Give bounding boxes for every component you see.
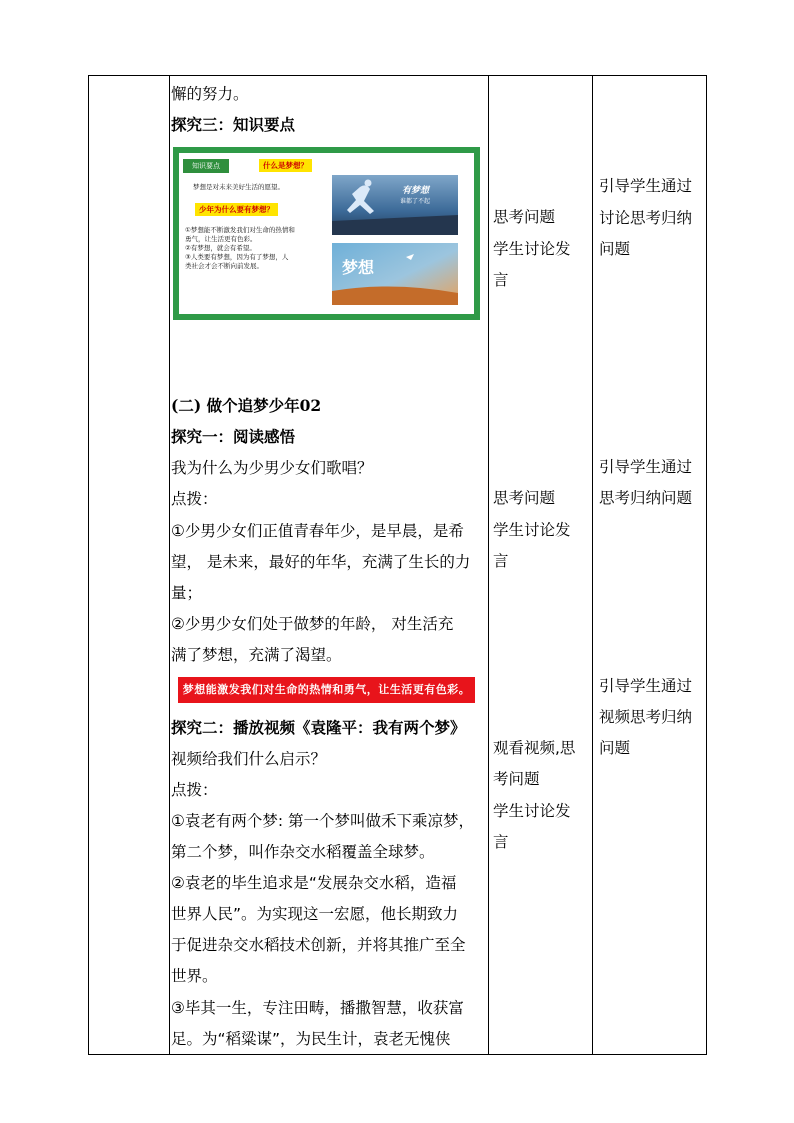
text-line: 第二个梦，叫作杂交水稻覆盖全球梦。 bbox=[171, 843, 435, 861]
knowledge-slide-image bbox=[173, 147, 480, 320]
column-divider bbox=[169, 76, 170, 1054]
text-line: 引导学生通过 bbox=[599, 458, 693, 476]
text-line: 视频思考归纳 bbox=[599, 708, 693, 726]
text-line: 学生讨论发 bbox=[493, 240, 571, 258]
text-line: 言 bbox=[493, 552, 509, 570]
runner-photo bbox=[332, 175, 458, 235]
text-line: 满了梦想，充满了渴望。 bbox=[171, 646, 342, 664]
slide-definition: 梦想是对未来美好生活的愿望。 bbox=[193, 183, 284, 191]
slide-point: ①梦想能不断激发我们对生命的热情和 bbox=[185, 226, 295, 234]
text-line: 引导学生通过 bbox=[599, 177, 693, 195]
text-line: ①袁老有两个梦: 第一个梦叫做禾下乘凉梦， bbox=[171, 812, 475, 830]
text-line: ②袁老的毕生追求是“发展杂交水稻，造福 bbox=[171, 874, 457, 892]
text-line: 言 bbox=[493, 833, 509, 851]
slide-point: ③人类要有梦想，因为有了梦想，人 bbox=[185, 253, 289, 261]
section-heading: (二) 做个追梦少年02 bbox=[171, 396, 322, 415]
lesson-table bbox=[88, 75, 707, 1055]
text-line: 我为什么为少男少女们歌唱？ bbox=[171, 459, 373, 477]
slide-tag: 知识要点 bbox=[183, 159, 229, 173]
text-line: 望， 是未来，最好的年华，充满了生长的力 bbox=[171, 553, 471, 571]
slide-point: ②有梦想，就会有希望。 bbox=[185, 244, 256, 252]
text-line: 引导学生通过 bbox=[599, 677, 693, 695]
text-line: 点拨： bbox=[171, 781, 218, 799]
student-activity-cell bbox=[493, 76, 589, 1054]
section-heading: 探究三：知识要点 bbox=[171, 115, 296, 134]
text-line: 学生讨论发 bbox=[493, 802, 571, 820]
text-line: ②少男少女们处于做梦的年龄， 对生活充 bbox=[171, 615, 454, 633]
text-line: 量； bbox=[171, 584, 203, 602]
photo-subtitle: 谁都了不起 bbox=[400, 198, 431, 205]
photo-title: 梦想 bbox=[342, 258, 375, 277]
text-line: 世界人民”。为实现这一宏愿，他长期致力 bbox=[171, 905, 459, 923]
text-line: 视频给我们什么启示？ bbox=[171, 750, 327, 768]
text-line: 问题 bbox=[599, 739, 631, 757]
dream-photo bbox=[332, 243, 458, 305]
text-line: ③毕其一生，专注田畴，播撒智慧，收获富 bbox=[171, 999, 464, 1017]
text-line: 思考问题 bbox=[493, 489, 556, 507]
text-line: 观看视频,思 bbox=[493, 739, 576, 757]
text-line: 世界。 bbox=[171, 967, 218, 985]
text-line: 考问题 bbox=[493, 770, 540, 788]
text-line: 讨论思考归纳 bbox=[599, 209, 693, 227]
text-line: 思考问题 bbox=[493, 208, 556, 226]
text-line: 懈的努力。 bbox=[171, 85, 249, 103]
text-line: 问题 bbox=[599, 240, 631, 258]
text-line: 言 bbox=[493, 271, 509, 289]
text-line: 于促进杂交水稻技术创新，并将其推广至全 bbox=[171, 936, 466, 954]
slide-question: 少年为什么要有梦想？ bbox=[195, 203, 278, 216]
highlight-banner: 梦想能激发我们对生命的热情和勇气，让生活更有色彩。 bbox=[178, 677, 475, 703]
text-line: 足。为“稻粱谋”，为民生计，袁老无愧侠 bbox=[171, 1030, 451, 1048]
column-divider bbox=[592, 76, 593, 1054]
column-divider bbox=[488, 76, 489, 1054]
text-line: ①少男少女们正值青春年少，是早晨，是希 bbox=[171, 522, 464, 540]
slide-point: 勇气，让生活更有色彩。 bbox=[185, 235, 257, 243]
text-line: 学生讨论发 bbox=[493, 521, 571, 539]
text-line: 思考归纳问题 bbox=[599, 489, 693, 507]
section-heading: 探究二：播放视频《袁隆平：我有两个梦》 bbox=[171, 718, 466, 737]
photo-title: 有梦想 bbox=[402, 186, 430, 196]
teaching-content-cell bbox=[171, 76, 485, 1054]
design-intent-cell bbox=[599, 76, 707, 1054]
slide-point: 类社会才会不断向前发展。 bbox=[185, 262, 263, 270]
slide-question: 什么是梦想？ bbox=[259, 159, 312, 172]
section-heading: 探究一：阅读感悟 bbox=[171, 427, 296, 446]
text-line: 点拨： bbox=[171, 490, 218, 508]
